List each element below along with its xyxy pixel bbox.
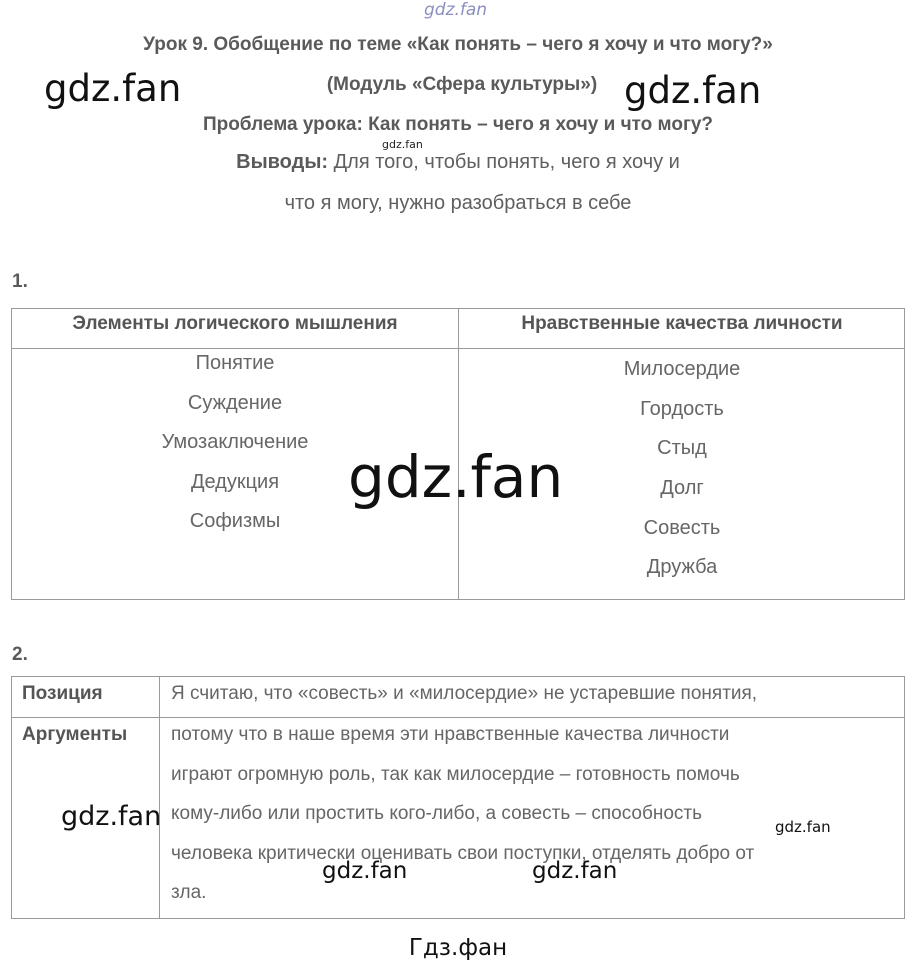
lesson-title: Урок 9. Обобщение по теме «Как понять – чего я хочу и что могу?»	[143, 34, 773, 55]
task-1-number: 1.	[12, 271, 28, 292]
table-column-divider	[159, 677, 160, 918]
morals-item: Дружба	[646, 556, 718, 578]
arguments-line: кому-либо или простить кого-либо, а совесть – способность	[171, 803, 703, 824]
logic-item: Умозаключение	[161, 431, 309, 453]
watermark-bottom-mid-1: gdz.fan	[322, 858, 408, 884]
morals-item: Милосердие	[623, 358, 741, 380]
column-header-logic: Элементы логического мышления	[72, 313, 398, 334]
lesson-problem: Проблема урока: Как понять – чего я хочу и что могу?	[202, 114, 714, 135]
arguments-line: человека критически оценивать свои поступки, отделять добро от	[171, 843, 755, 864]
lesson-module: (Модуль «Сфера культуры»)	[326, 74, 598, 95]
logic-item: Понятие	[195, 352, 275, 374]
watermark-top: gdz.fan	[424, 0, 488, 20]
logic-item: Софизмы	[189, 510, 281, 532]
watermark-tiny-mid: gdz.fan	[382, 138, 423, 151]
watermark-left-big: gdz.fan	[44, 67, 182, 110]
watermark-right-big: gdz.fan	[624, 69, 762, 112]
morals-item: Совесть	[643, 517, 721, 539]
arguments-line: играют огромную роль, так как милосердие – готовность помочь	[171, 764, 740, 785]
watermark-bottom-left: gdz.fan	[61, 801, 162, 832]
lesson-conclusions	[0, 151, 916, 174]
task-2-number: 2.	[12, 644, 28, 665]
table-header-divider	[12, 348, 904, 349]
logic-item: Суждение	[187, 392, 283, 414]
morals-item: Гордость	[640, 398, 724, 420]
arguments-line: потому что в наше время эти нравственные качества личности	[171, 724, 730, 745]
position-label: Позиция	[22, 683, 103, 704]
watermark-center-huge: gdz.fan	[348, 443, 564, 511]
position-text: Я считаю, что «совесть» и «милосердие» не устаревшие понятия,	[171, 683, 758, 704]
conclusions-label: Выводы:	[236, 151, 329, 173]
conclusions-line-2: что я могу, нужно разобраться в себе	[284, 192, 632, 214]
arguments-label: Аргументы	[22, 724, 128, 745]
table-row-divider	[12, 717, 904, 718]
logic-item: Дедукция	[190, 471, 280, 493]
arguments-line: зла.	[171, 882, 207, 903]
watermark-bottom-mid-2: gdz.fan	[532, 858, 618, 884]
morals-item: Долг	[660, 477, 704, 499]
watermark-bottom-right-small: gdz.fan	[775, 818, 831, 836]
footer-text: Гдз.фан	[408, 935, 508, 961]
task-2-table	[11, 676, 905, 919]
column-header-morals: Нравственные качества личности	[521, 313, 843, 334]
morals-item: Стыд	[657, 437, 707, 459]
conclusions-line-1: Для того, чтобы понять, чего я хочу и	[333, 151, 680, 173]
